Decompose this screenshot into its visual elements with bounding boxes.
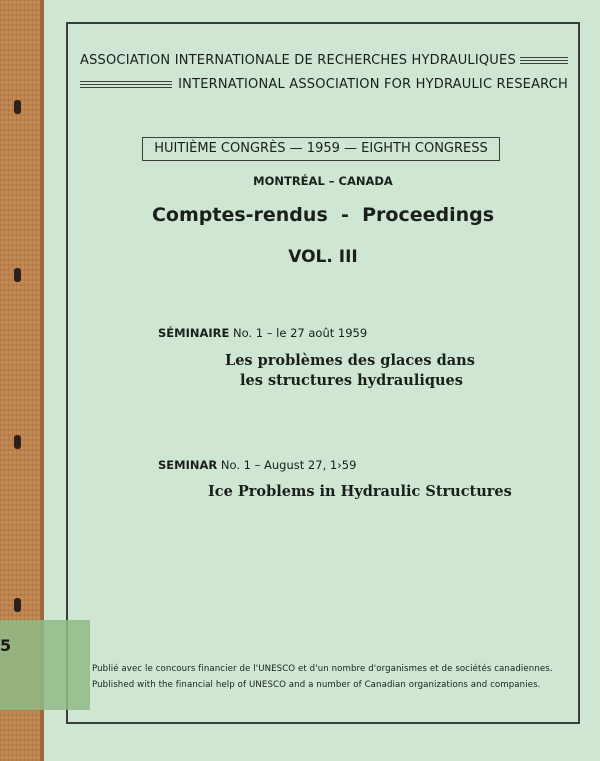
- spine-mark: [14, 598, 21, 612]
- header-french-text: ASSOCIATION INTERNATIONALE DE RECHERCHES HYDRAULIQUES: [80, 53, 516, 68]
- header-english-text: INTERNATIONAL ASSOCIATION FOR HYDRAULIC RESEARCH: [178, 77, 568, 92]
- seminar-french-heading: SÉMINAIRE: [158, 326, 230, 340]
- spine-mark: [14, 268, 21, 282]
- congress-label: HUITIÈME CONGRÈS — 1959 — EIGHTH CONGRESS: [142, 137, 500, 161]
- spine-mark: [14, 100, 21, 114]
- volume-number: VOL. III: [288, 247, 358, 267]
- seminar-english-line: [158, 458, 356, 472]
- header-french: [80, 53, 568, 68]
- seminar-french-title-1: Les problèmes des glaces dans: [225, 352, 475, 369]
- spine-mark: [14, 435, 21, 449]
- seminar-english-heading: SEMINAR: [158, 458, 218, 472]
- decorative-rule: [520, 57, 568, 65]
- header-english: [80, 77, 568, 92]
- footer-english: Published with the financial help of UNESCO and a number of Canadian organizations and companies.: [92, 680, 541, 690]
- seminar-french-line: [158, 326, 367, 340]
- seminar-english-details: No. 1 – August 27, 1›59: [217, 458, 357, 472]
- seminar-english-title: Ice Problems in Hydraulic Structures: [208, 483, 512, 500]
- seminar-french-details: No. 1 – le 27 août 1959: [229, 326, 368, 340]
- congress-location: MONTRÉAL – CANADA: [253, 174, 393, 188]
- library-sticker: [0, 620, 90, 710]
- decorative-rule: [80, 81, 172, 89]
- proceedings-title: Comptes-rendus - Proceedings: [151, 204, 495, 226]
- footer-french: Publié avec le concours financier de l'UNESCO et d'un nombre d'organismes et de sociétés canadiennes.: [92, 664, 553, 674]
- sticker-number: 5: [0, 636, 12, 655]
- seminar-french-title-2: les structures hydrauliques: [240, 372, 463, 389]
